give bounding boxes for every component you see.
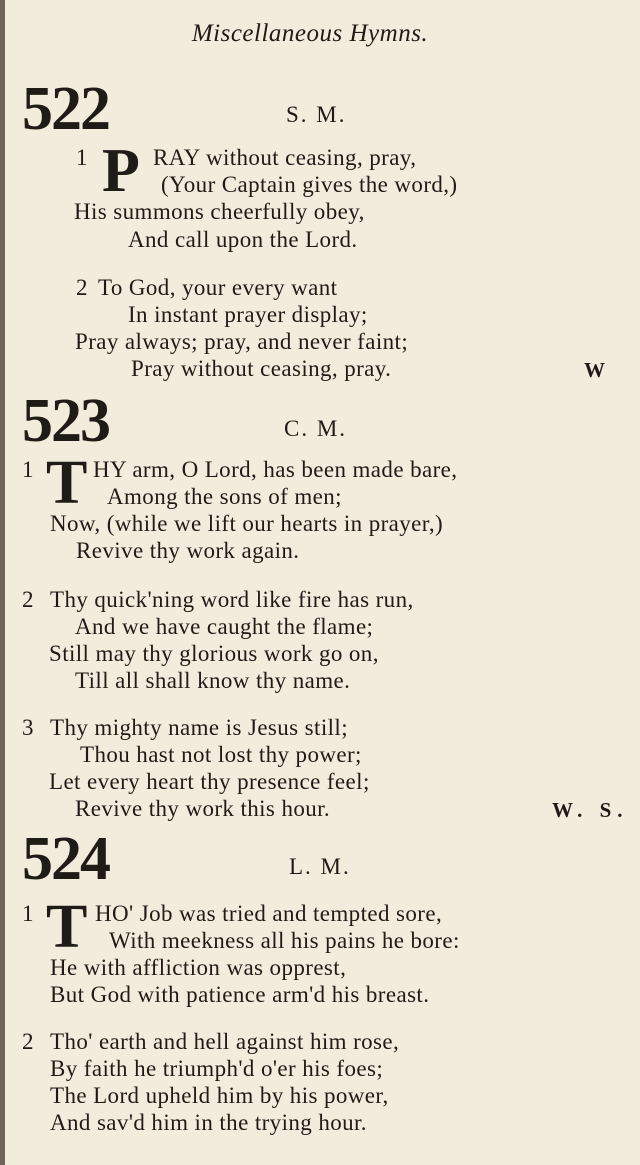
stanza-line: (Your Captain gives the word,)	[161, 172, 458, 197]
stanza-line: Pray without ceasing, pray.	[131, 356, 392, 381]
stanza-line: He with affliction was opprest,	[50, 955, 347, 980]
verse-number: 2	[22, 1029, 34, 1054]
stanza-line: Till all shall know thy name.	[75, 668, 351, 693]
stanza-line	[22, 458, 44, 481]
author-initials: W	[584, 358, 611, 382]
hymn-number: 524	[22, 825, 109, 893]
stanza-line: With meekness all his pains he bore:	[109, 928, 460, 953]
stanza-line: Still may thy glorious work go on,	[49, 641, 379, 666]
stanza-line: In instant prayer display;	[128, 302, 368, 327]
stanza-line	[22, 902, 44, 925]
verse-number: 1	[22, 901, 34, 926]
stanza-line: 2 Thy quick'ning word like fire has run,	[22, 587, 414, 612]
stanza-line: The Lord upheld him by his power,	[50, 1083, 389, 1108]
drop-cap: P	[102, 137, 140, 205]
verse-number: 2	[22, 587, 34, 612]
stanza-line: HO' Job was tried and tempted sore,	[95, 901, 443, 926]
stanza-line: Pray always; pray, and never faint;	[75, 329, 409, 354]
stanza-line	[76, 146, 98, 169]
stanza-line: RAY without ceasing, pray,	[153, 145, 417, 170]
hymn-number: 523	[22, 387, 109, 455]
verse-number: 2	[76, 275, 88, 300]
stanza-line: And we have caught the flame;	[75, 614, 374, 639]
hymn-meter: L. M.	[289, 854, 351, 879]
stanza-line: Now, (while we lift our hearts in prayer,)	[50, 511, 444, 536]
hymn-meter: C. M.	[284, 416, 348, 441]
verse-number: 1	[22, 457, 34, 482]
stanza-line: Revive thy work again.	[76, 538, 300, 563]
stanza-line: And call upon the Lord.	[128, 227, 358, 252]
stanza-line: Let every heart thy presence feel;	[49, 769, 370, 794]
stanza-line: By faith he triumph'd o'er his foes;	[50, 1056, 384, 1081]
stanza-line: But God with patience arm'd his breast.	[50, 982, 430, 1007]
stanza-line: 2 Tho' earth and hell against him rose,	[22, 1029, 400, 1054]
stanza-line: Among the sons of men;	[107, 484, 342, 509]
stanza-line: 3 Thy mighty name is Jesus still;	[22, 715, 348, 740]
verse-number: 3	[22, 715, 34, 740]
drop-cap: T	[46, 893, 88, 961]
running-head: Miscellaneous Hymns.	[191, 20, 429, 47]
stanza-line: 2 To God, your every want	[76, 275, 338, 300]
stanza-line: His summons cheerfully obey,	[74, 199, 365, 224]
stanza-line: Revive thy work this hour.	[75, 796, 331, 821]
stanza-line: HY arm, O Lord, has been made bare,	[93, 457, 458, 482]
page-edge	[0, 0, 5, 1165]
drop-cap: T	[46, 449, 88, 517]
stanza-line: And sav'd him in the trying hour.	[50, 1110, 367, 1135]
hymn-meter: S. M.	[286, 102, 347, 127]
hymn-number: 522	[22, 75, 109, 143]
author-initials: W. S.	[552, 798, 629, 822]
verse-number: 1	[76, 145, 88, 170]
stanza-line: Thou hast not lost thy power;	[80, 742, 362, 767]
